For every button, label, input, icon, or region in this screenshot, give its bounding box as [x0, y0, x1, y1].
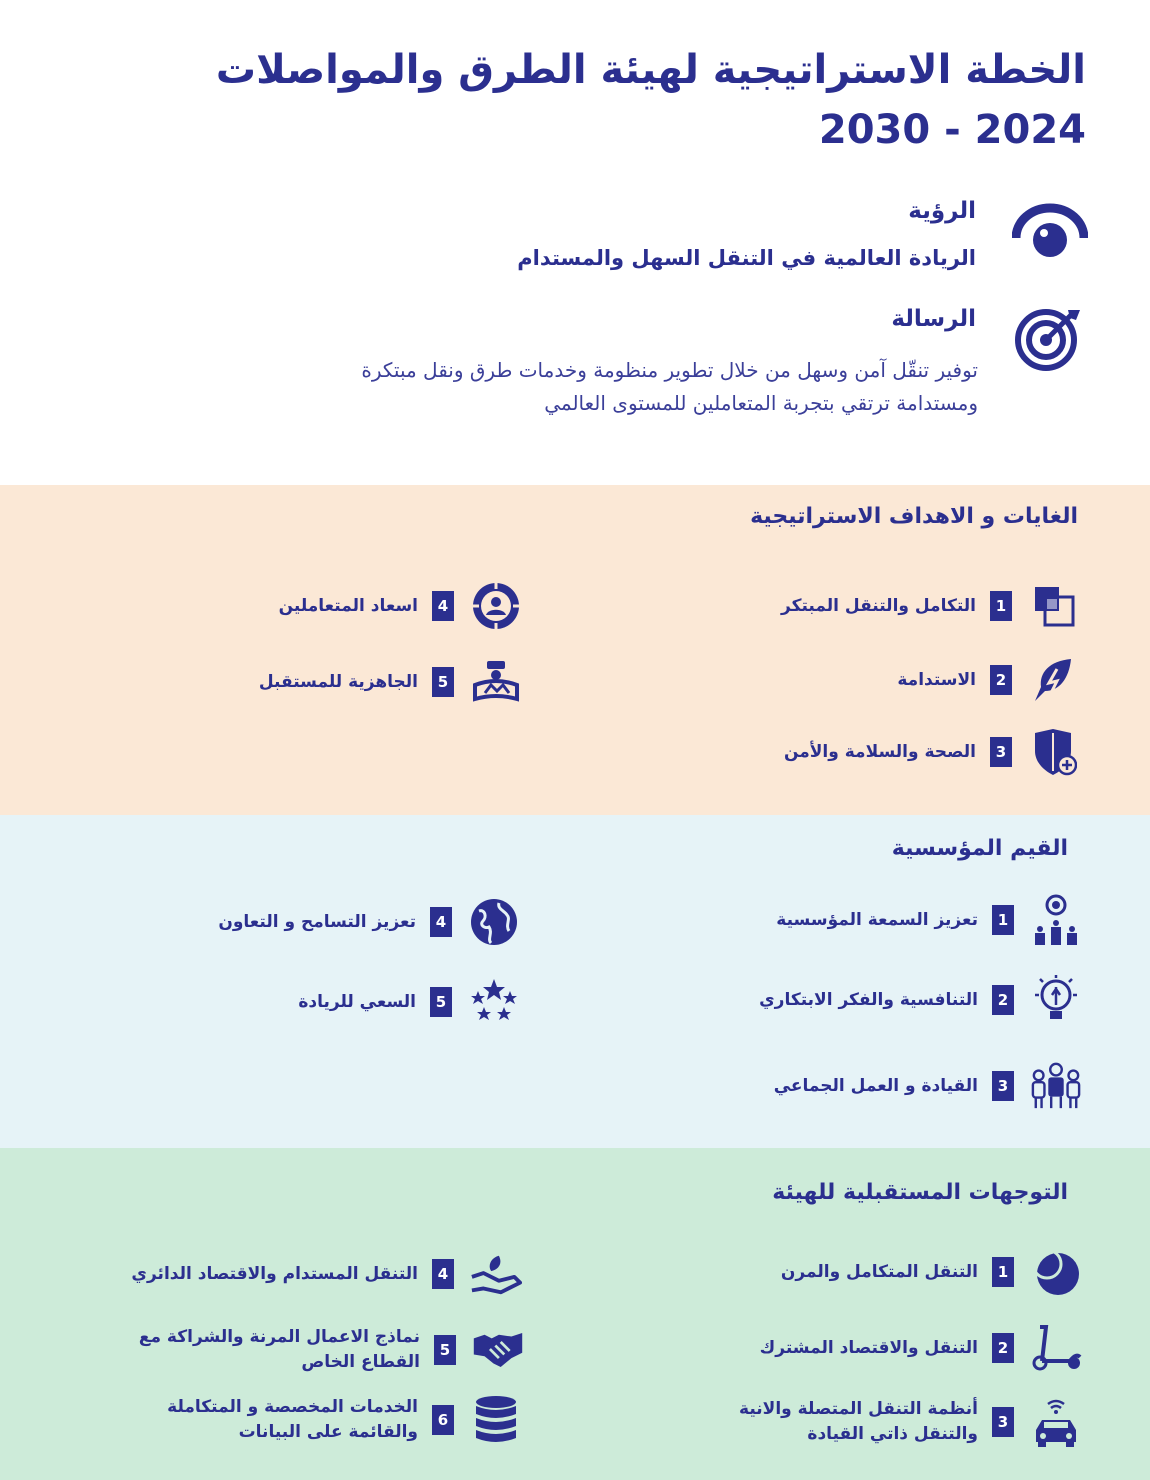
direction-item-3: [739, 1396, 1082, 1448]
target-icon: [1012, 306, 1084, 372]
mission-label: الرسالة: [891, 306, 976, 332]
direction-label: [739, 1397, 978, 1447]
value-number: 3: [992, 1071, 1014, 1101]
goal-number: 5: [432, 667, 454, 697]
direction-item-1: [781, 1246, 1082, 1298]
direction-label-line1: الخدمات المخصصة و المتكاملة: [167, 1397, 418, 1417]
value-item-5: [298, 976, 520, 1028]
shield-plus-icon: [1028, 726, 1080, 778]
direction-label: [167, 1395, 418, 1445]
direction-number: 6: [432, 1405, 454, 1435]
goal-number: 1: [990, 591, 1012, 621]
direction-item-5: [139, 1324, 524, 1376]
value-label: التنافسية والفكر الابتكاري: [759, 989, 978, 1010]
value-number: 5: [430, 987, 452, 1017]
page-title-line2: 2024 - 2030: [818, 107, 1086, 153]
vr-headset-icon: [470, 656, 522, 708]
direction-label-line2: والقائمة على البيانات: [238, 1422, 418, 1442]
stars-icon: [468, 976, 520, 1028]
goal-item-2: [897, 654, 1080, 706]
customer-circle-icon: [470, 580, 522, 632]
value-item-4: [218, 896, 520, 948]
direction-label-line1: أنظمة التنقل المتصلة والانية: [739, 1399, 978, 1419]
values-title: القيم المؤسسية: [891, 836, 1068, 861]
direction-label-line2: القطاع الخاص: [301, 1352, 420, 1372]
overlap-squares-icon: [1028, 580, 1080, 632]
value-label: السعي للريادة: [298, 991, 416, 1012]
goal-label: اسعاد المتعاملين: [278, 595, 418, 616]
goal-number: 4: [432, 591, 454, 621]
value-label: القيادة و العمل الجماعي: [773, 1075, 978, 1096]
direction-item-2: [760, 1322, 1082, 1374]
mission-line1: توفير تنقّل آمن وسهل من خلال تطوير منظومة وخدمات طرق ونقل مبتكرة: [361, 358, 978, 382]
goal-label: الصحة والسلامة والأمن: [783, 741, 976, 762]
value-label: تعزيز السمعة المؤسسية: [776, 909, 978, 930]
eye-icon: [1012, 200, 1088, 264]
direction-label: التنقل والاقتصاد المشترك: [759, 1337, 978, 1358]
mission-line2: ومستدامة ترتقي بتجربة المتعاملين للمستوى العالمي: [544, 391, 978, 415]
page-title-line1: الخطة الاستراتيجية لهيئة الطرق والمواصلات: [215, 47, 1086, 93]
direction-label-line1: نماذج الاعمال المرنة والشراكة مع: [138, 1327, 420, 1347]
goal-item-1: [781, 580, 1080, 632]
direction-label-line2: والتنقل ذاتي القيادة: [807, 1424, 978, 1444]
direction-number: 2: [992, 1333, 1014, 1363]
goal-number: 3: [990, 737, 1012, 767]
direction-number: 3: [992, 1407, 1014, 1437]
direction-label: [139, 1325, 420, 1375]
team-icon: [1030, 1060, 1082, 1112]
value-number: 4: [430, 907, 452, 937]
direction-item-4: [131, 1248, 522, 1300]
vision-label: الرؤية: [908, 198, 976, 224]
value-item-1: [776, 894, 1082, 946]
goal-label: الاستدامة: [897, 669, 976, 690]
direction-label: التنقل المتكامل والمرن: [780, 1261, 978, 1282]
value-label: تعزيز التسامح و التعاون: [218, 911, 416, 932]
direction-number: 5: [434, 1335, 456, 1365]
goal-item-3: [784, 726, 1080, 778]
leaf-bolt-icon: [1028, 654, 1080, 706]
value-item-2: [759, 974, 1082, 1026]
value-item-3: [774, 1060, 1082, 1112]
hand-leaf-icon: [470, 1248, 522, 1300]
circles-icon: [1030, 1246, 1082, 1298]
connected-car-icon: [1030, 1396, 1082, 1448]
goal-item-4: [279, 580, 522, 632]
handshake-icon: [472, 1324, 524, 1376]
reputation-icon: [1030, 894, 1082, 946]
goals-title: الغايات و الاهداف الاستراتيجية: [750, 504, 1078, 529]
direction-label: التنقل المستدام والاقتصاد الدائري: [131, 1263, 418, 1284]
direction-item-6: [167, 1394, 522, 1446]
vision-text: الريادة العالمية في التنقل السهل والمستدام: [517, 246, 976, 270]
scooter-icon: [1030, 1322, 1082, 1374]
globe-icon: [468, 896, 520, 948]
direction-number: 1: [992, 1257, 1014, 1287]
value-number: 2: [992, 985, 1014, 1015]
goal-label: الجاهزية للمستقبل: [258, 671, 418, 692]
direction-number: 4: [432, 1259, 454, 1289]
goal-item-5: [259, 656, 522, 708]
page-title: [186, 40, 1086, 160]
goal-label: التكامل والتنقل المبتكر: [781, 595, 976, 616]
lightbulb-icon: [1030, 974, 1082, 1026]
goal-number: 2: [990, 665, 1012, 695]
directions-title: التوجهات المستقبلية للهيئة: [772, 1180, 1068, 1205]
mission-text: [361, 354, 978, 420]
value-number: 1: [992, 905, 1014, 935]
database-icon: [470, 1394, 522, 1446]
